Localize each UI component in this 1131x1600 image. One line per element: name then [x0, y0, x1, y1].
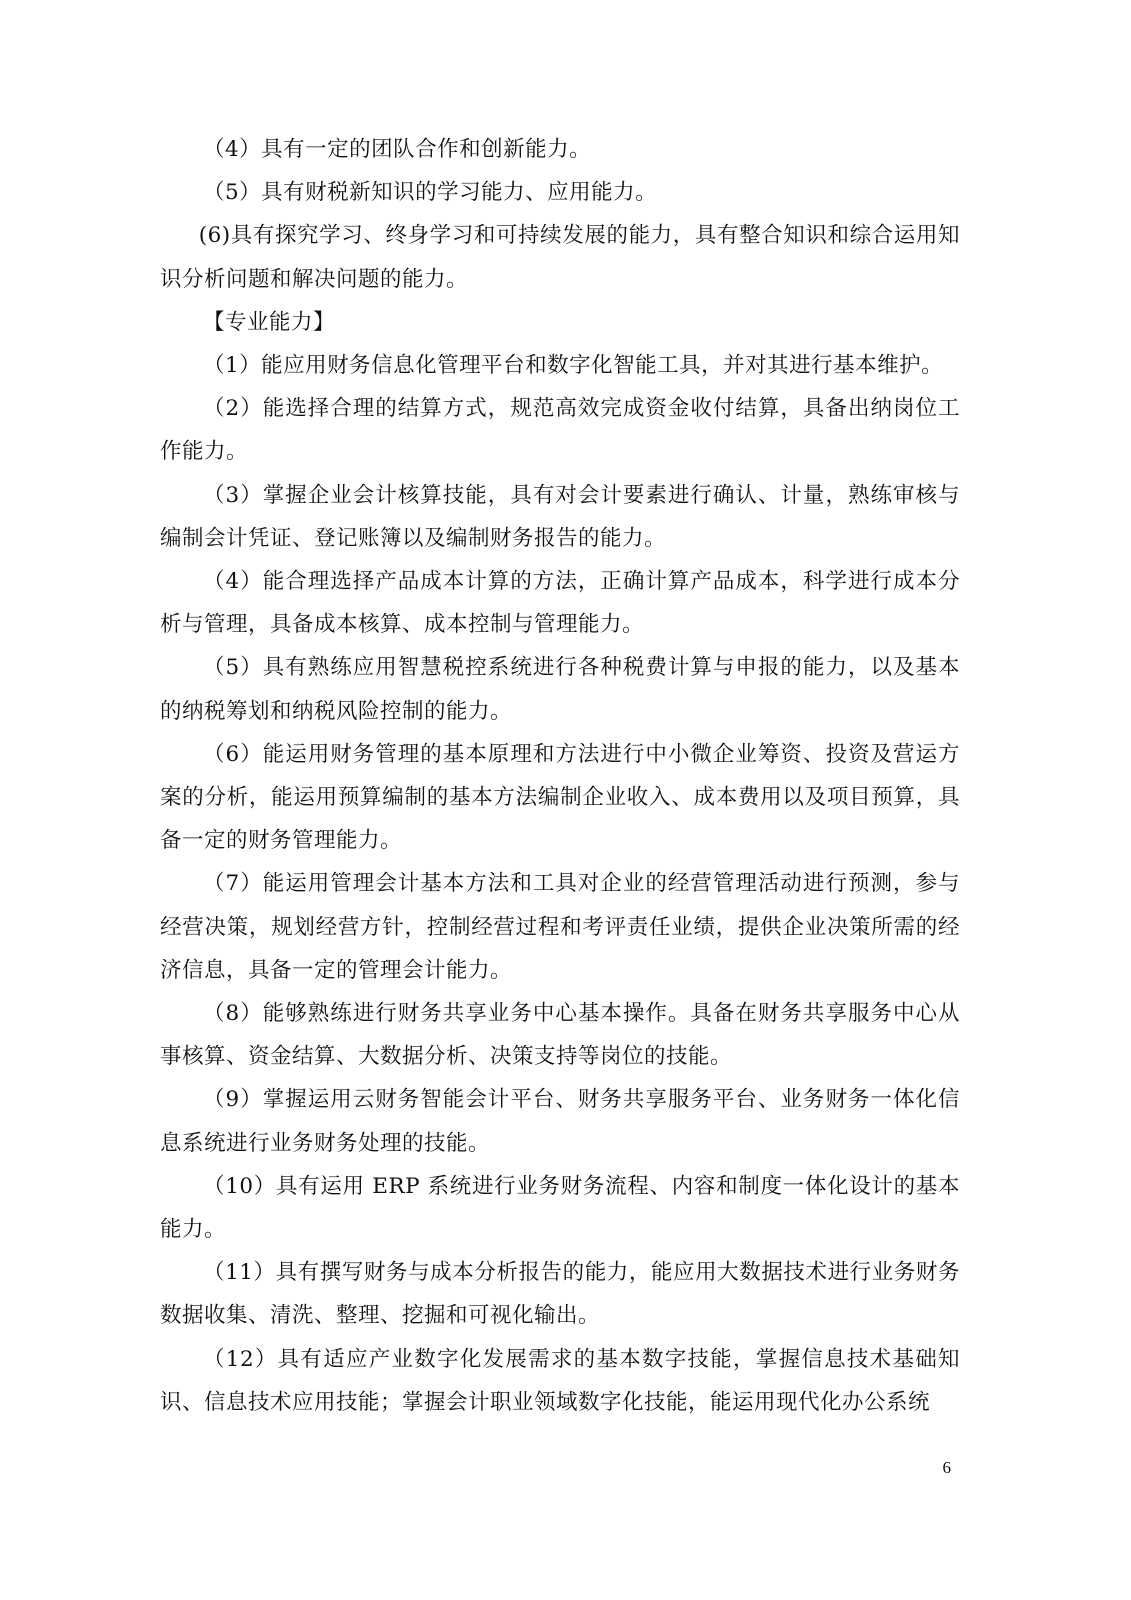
- paragraph-professional-8: （8）能够熟练进行财务共享业务中心基本操作。具备在财务共享服务中心从事核算、资金结算、大数据分析、决策支持等岗位的技能。: [160, 1001, 960, 1070]
- paragraph-professional-12: （12）具有适应产业数字化发展需求的基本数字技能，掌握信息技术基础知识、信息技术应用技能；掌握会计职业领域数字化技能，能运用现代化办公系统: [160, 1346, 960, 1415]
- paragraph-professional-10: （10）具有运用 ERP 系统进行业务财务流程、内容和制度一体化设计的基本能力。: [160, 1173, 960, 1243]
- paragraph-professional-4: （4）能合理选择产品成本计算的方法，正确计算产品成本，科学进行成本分析与管理，具备成本核算、成本控制与管理能力。: [160, 569, 960, 638]
- paragraph-professional-5: （5）具有熟练应用智慧税控系统进行各种税费计算与申报的能力，以及基本的纳税筹划和纳税风险控制的能力。: [160, 655, 960, 724]
- paragraph-professional-3: （3）掌握企业会计核算技能，具有对会计要素进行确认、计量，熟练审核与编制会计凭证、登记账簿以及编制财务报告的能力。: [160, 482, 960, 551]
- paragraph-professional-9: （9）掌握运用云财务智能会计平台、财务共享服务平台、业务财务一体化信息系统进行业务财务处理的技能。: [160, 1087, 960, 1156]
- paragraph-professional-6: （6）能运用财务管理的基本原理和方法进行中小微企业筹资、投资及营运方案的分析，能运用预算编制的基本方法编制企业收入、成本费用以及项目预算，具备一定的财务管理能力。: [160, 741, 960, 854]
- paragraph-generic-5: （5）具有财税新知识的学习能力、应用能力。: [203, 180, 658, 206]
- paragraph-professional-1: （1）能应用财务信息化管理平台和数字化智能工具，并对其进行基本维护。: [203, 353, 944, 379]
- section-heading-professional-ability: 【专业能力】: [203, 309, 336, 335]
- page-body: [160, 128, 960, 1424]
- paragraph-professional-2: （2）能选择合理的结算方式，规范高效完成资金收付结算，具备出纳岗位工作能力。: [160, 396, 960, 465]
- paragraph-generic-6: (6)具有探究学习、终身学习和可持续发展的能力，具有整合知识和综合运用知识分析问题和解决问题的能力。: [160, 223, 960, 292]
- paragraph-generic-4: （4）具有一定的团队合作和创新能力。: [203, 137, 592, 162]
- paragraph-professional-11: （11）具有撰写财务与成本分析报告的能力，能应用大数据技术进行业务财务数据收集、清洗、整理、挖掘和可视化输出。: [160, 1260, 960, 1329]
- page-number: 6: [942, 1458, 951, 1477]
- paragraph-professional-7: （7）能运用管理会计基本方法和工具对企业的经营管理活动进行预测，参与经营决策，规划经营方针，控制经营过程和考评责任业绩，提供企业决策所需的经济信息，具备一定的管理会计能力。: [160, 871, 960, 983]
